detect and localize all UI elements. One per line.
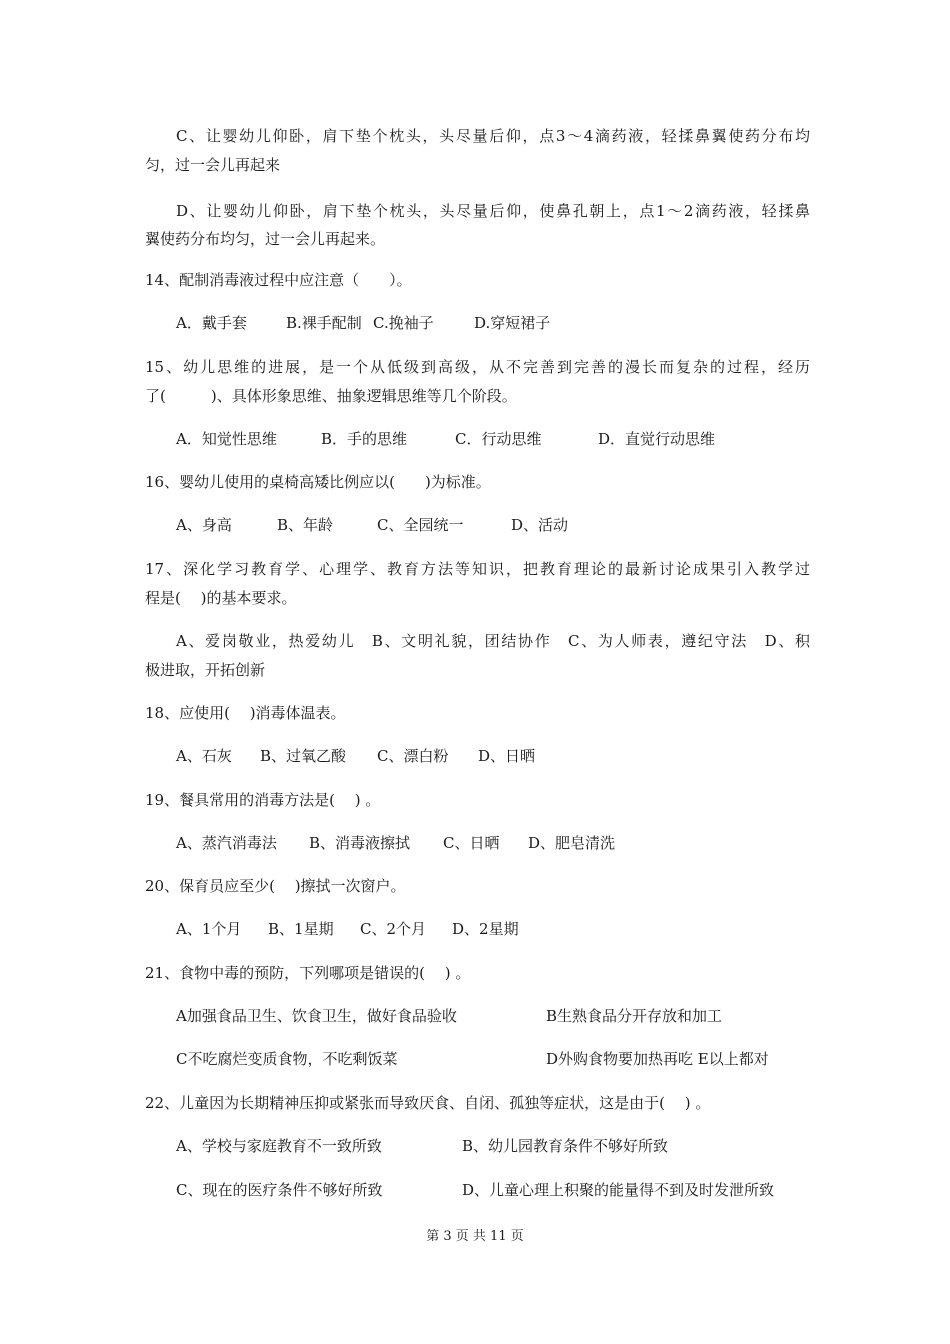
q20-option-d: D、2星期 — [452, 920, 519, 938]
q14-option-a: A．戴手套 — [176, 314, 247, 332]
q14-options — [176, 311, 810, 335]
q15-stem-line1: 15、幼儿思维的进展，是一个从低级到高级，从不完善到完善的漫长而复杂的过程，经历 — [145, 358, 810, 376]
q15-stem-line2: 了( )、具体形象思维、抽象逻辑思维等几个阶段。 — [145, 387, 517, 405]
page-number-footer: 第 3 页 共 11 页 — [426, 1229, 524, 1244]
q13-option-c-line2: 匀，过一会儿再起来 — [145, 156, 281, 174]
q16-options — [176, 513, 810, 537]
q19-option-b: B、消毒液擦拭 — [309, 834, 411, 852]
q22-option-c: C、现在的医疗条件不够好所致 — [176, 1181, 383, 1199]
q20-option-b: B、1星期 — [268, 920, 334, 938]
q15-option-b: B．手的思维 — [321, 430, 408, 448]
q20-stem: 20、保育员应至少( )擦拭一次窗户。 — [145, 877, 406, 895]
q19-options — [176, 831, 810, 855]
q15-options — [176, 427, 810, 451]
q18-option-a: A、石灰 — [176, 747, 232, 765]
q14-option-c: C.挽袖子 — [373, 314, 434, 332]
q21-option-c: C不吃腐烂变质食物，不吃剩饭菜 — [176, 1050, 398, 1068]
q20-options — [176, 917, 810, 941]
q16-option-d: D、活动 — [511, 516, 569, 534]
q22-option-b: B、幼儿园教育条件不够好所致 — [462, 1137, 669, 1155]
q16-option-a: A、身高 — [176, 516, 232, 534]
q19-option-a: A、蒸汽消毒法 — [176, 834, 277, 852]
q17-stem-line1: 17、深化学习教育学、心理学、教育方法等知识，把教育理论的最新讨论成果引入教学过 — [145, 560, 810, 578]
q13-option-d-line1: D、让婴幼儿仰卧，肩下垫个枕头，头尽量后仰，使鼻孔朝上，点1～2滴药液，轻揉鼻 — [176, 202, 810, 220]
q21-option-a: A加强食品卫生、饮食卫生，做好食品验收 — [176, 1007, 457, 1025]
q19-stem: 19、餐具常用的消毒方法是( ) 。 — [145, 791, 381, 809]
q18-stem: 18、应使用( )消毒体温表。 — [145, 704, 346, 722]
q22-options-row2 — [176, 1178, 810, 1202]
q15-option-c: C．行动思维 — [455, 430, 542, 448]
q20-option-c: C、2个月 — [360, 920, 427, 938]
q19-option-d: D、肥皂清洗 — [528, 834, 616, 852]
q21-option-de: D外购食物要加热再吃 E以上都对 — [546, 1050, 769, 1068]
q18-option-b: B、过氧乙酸 — [260, 747, 347, 765]
q18-option-d: D、日晒 — [478, 747, 536, 765]
q17-options-line2: 极进取，开拓创新 — [145, 661, 266, 679]
q21-options-row2 — [176, 1047, 810, 1071]
q16-option-c: C、全园统一 — [377, 516, 464, 534]
q18-option-c: C、漂白粉 — [377, 747, 449, 765]
q22-options-row1 — [176, 1134, 810, 1158]
q17-options-line1: A、爱岗敬业，热爱幼儿 B、文明礼貌，团结协作 C、为人师表，遵纪守法 D、积 — [176, 632, 810, 650]
q22-option-d: D、儿童心理上积聚的能量得不到及时发泄所致 — [462, 1181, 775, 1199]
q14-stem: 14、配制消毒液过程中应注意（ ）。 — [145, 271, 412, 289]
q19-option-c: C、日晒 — [443, 834, 500, 852]
q22-stem: 22、儿童因为长期精神压抑或紧张而导致厌食、自闭、孤独等症状，这是由于( ) 。 — [145, 1094, 711, 1112]
q13-option-c-line1: C、让婴幼儿仰卧，肩下垫个枕头，头尽量后仰，点3～4滴药液，轻揉鼻翼使药分布均 — [176, 127, 810, 145]
q20-option-a: A、1个月 — [176, 920, 242, 938]
q14-option-d: D.穿短裙子 — [474, 314, 551, 332]
q17-stem-line2: 程是( )的基本要求。 — [145, 589, 297, 607]
q16-option-b: B、年龄 — [277, 516, 334, 534]
q22-option-a: A、学校与家庭教育不一致所致 — [176, 1137, 382, 1155]
q16-stem: 16、婴幼儿使用的桌椅高矮比例应以( )为标准。 — [145, 473, 491, 491]
q15-option-d: D．直觉行动思维 — [598, 430, 716, 448]
q18-options — [176, 744, 810, 768]
q15-option-a: A．知觉性思维 — [176, 430, 277, 448]
q14-option-b: B.裸手配制 — [286, 314, 362, 332]
q21-options-row1 — [176, 1004, 810, 1028]
q21-stem: 21、食物中毒的预防，下列哪项是错误的( ) 。 — [145, 964, 471, 982]
q21-option-b: B生熟食品分开存放和加工 — [546, 1007, 723, 1025]
q13-option-d-line2: 翼使药分布均匀，过一会儿再起来。 — [145, 230, 386, 248]
